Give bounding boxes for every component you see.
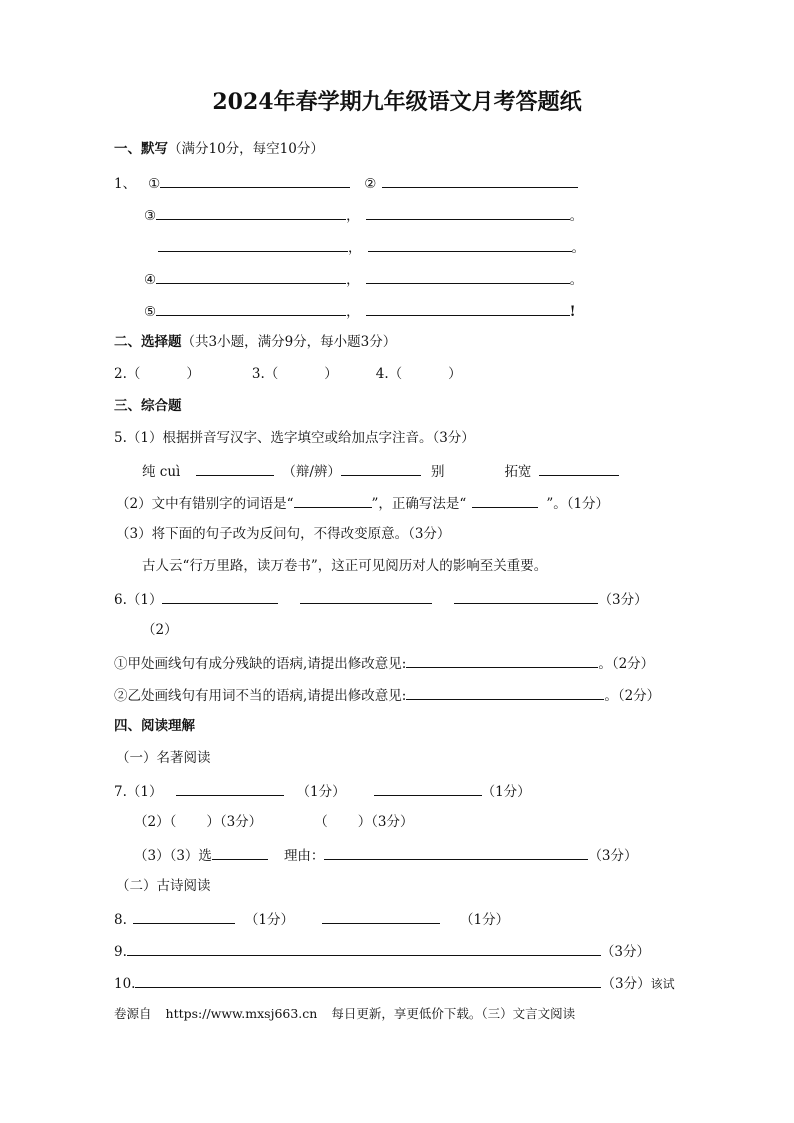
- section-4-title: 四、阅读理解: [114, 718, 195, 734]
- footer-suffix: 每日更新，享更低价下载。（三）文言文阅读: [331, 1006, 576, 1021]
- answer-blank[interactable]: [156, 269, 346, 284]
- q7-2-open: （: [314, 814, 328, 830]
- q4-close: ）: [448, 366, 462, 382]
- section-3-title: 三、综合题: [114, 398, 182, 414]
- q9-row: [114, 941, 650, 961]
- answer-blank[interactable]: [196, 461, 274, 476]
- answer-blank[interactable]: [366, 269, 570, 284]
- q7-2-score-a: ）（3分）: [206, 814, 263, 830]
- q5-2-mid: ”，正确写法是“: [371, 496, 467, 512]
- mark-5: ⑤: [144, 304, 157, 320]
- pinyin-prompt: 纯 cuì: [142, 464, 181, 480]
- answer-blank[interactable]: [324, 845, 588, 860]
- answer-blank[interactable]: [454, 589, 598, 604]
- subsection-1-title: （一）名著阅读: [116, 750, 211, 766]
- answer-blank[interactable]: [406, 653, 598, 668]
- period: 。: [571, 240, 585, 256]
- answer-blank[interactable]: [368, 237, 572, 252]
- q6-yi-score: 。（2分）: [604, 688, 661, 704]
- reason-label: 理由：: [283, 848, 325, 864]
- mark-2: ②: [364, 176, 377, 192]
- q2-close: ）: [186, 366, 200, 382]
- comma: ，: [346, 208, 360, 224]
- section-2-title: 二、选择题: [114, 334, 182, 350]
- q2-label: 2.（: [114, 366, 141, 382]
- q6-2-label: （2）: [142, 622, 178, 638]
- answer-blank[interactable]: [160, 173, 350, 188]
- answer-blank[interactable]: [406, 685, 604, 700]
- section-2-heading: [114, 333, 396, 351]
- mark-3: ③: [144, 208, 157, 224]
- q7-1-row: [114, 781, 531, 801]
- answer-blank[interactable]: [300, 589, 432, 604]
- q6-1-row: [114, 589, 648, 609]
- section-2-note: （共3小题，满分9分，每小题3分）: [181, 334, 397, 350]
- q7-2-score-b: ）（3分）: [357, 814, 414, 830]
- answer-blank[interactable]: [294, 493, 372, 508]
- section-1-note: （满分10分，每空10分）: [168, 141, 324, 157]
- q1-row-4: [144, 269, 583, 289]
- answer-blank[interactable]: [341, 461, 421, 476]
- q1-number: 1、: [114, 176, 137, 192]
- answer-blank[interactable]: [162, 589, 278, 604]
- answer-blank[interactable]: [127, 941, 601, 956]
- exclamation: !: [569, 304, 576, 320]
- q8-score-b: （1分）: [459, 912, 510, 928]
- q6-2-jia-row: [114, 653, 654, 673]
- q8-label: 8.: [114, 912, 127, 928]
- answer-blank[interactable]: [133, 909, 235, 924]
- period: 。: [569, 208, 584, 224]
- q9-label: 9.: [114, 944, 127, 960]
- comma: ，: [346, 304, 360, 320]
- page-title: 2024年春学期九年级语文月考答题纸: [212, 89, 582, 115]
- q5-2-prompt: （2）文中有错别字的词语是“: [116, 496, 294, 512]
- answer-blank[interactable]: [382, 173, 578, 188]
- q1-row-3: [144, 205, 583, 225]
- answer-blank[interactable]: [212, 845, 268, 860]
- answer-blank[interactable]: [539, 461, 619, 476]
- q6-2-yi-row: [114, 685, 660, 705]
- answer-blank[interactable]: [366, 205, 570, 220]
- q1-row-3b: [158, 237, 585, 257]
- q5-1-prompt: 5.（1）根据拼音写汉字、选字填空或给加点字注音。（3分）: [114, 430, 475, 446]
- q7-3-score: （3分）: [588, 848, 638, 864]
- answer-blank[interactable]: [156, 301, 346, 316]
- q6-1-score: （3分）: [598, 592, 648, 608]
- q7-2-row: [134, 813, 414, 831]
- period: 。: [569, 272, 584, 288]
- q6-1-label: 6.（1）: [114, 592, 163, 608]
- q3-close: ）: [324, 366, 338, 382]
- mark-1: ①: [148, 176, 161, 192]
- q7-1-score-a: （1分）: [296, 784, 346, 800]
- q5-1-row: [142, 461, 619, 481]
- answer-blank[interactable]: [374, 781, 482, 796]
- bie-text: 别: [430, 464, 445, 480]
- q6-yi-prompt: ②乙处画线句有用词不当的语病,请提出修改意见:: [114, 688, 407, 704]
- q5-3-prompt: （3）将下面的句子改为反问句，不得改变原意。（3分）: [116, 526, 451, 542]
- comma: ，: [346, 272, 360, 288]
- q2-4-row: [114, 365, 462, 383]
- q7-1-label: 7.（1）: [114, 784, 163, 800]
- tuokuan-text: 拓宽: [504, 464, 532, 480]
- section-1-title: 一、默写: [114, 141, 168, 157]
- q9-score: （3分）: [600, 944, 650, 960]
- q8-score-a: （1分）: [244, 912, 294, 928]
- q10-score: （3分）: [601, 976, 651, 992]
- mark-4: ④: [144, 272, 157, 288]
- q3-label: 3.（: [251, 366, 279, 382]
- footer-line: [114, 1005, 575, 1023]
- q5-2-end: ”。（1分）: [546, 496, 610, 512]
- subsection-2-title: （二）古诗阅读: [116, 878, 211, 894]
- q7-3-row: [134, 845, 638, 865]
- answer-blank[interactable]: [322, 909, 440, 924]
- q10-label: 10.: [114, 976, 136, 992]
- q5-3-sentence: 古人云“行万里路，读万卷书”，这正可见阅历对人的影响至关重要。: [142, 558, 548, 574]
- comma: ，: [348, 240, 362, 256]
- answer-blank[interactable]: [135, 973, 601, 988]
- choice-prompt: （辩/辨）: [282, 464, 341, 480]
- answer-blank[interactable]: [156, 205, 346, 220]
- q6-jia-score: 。（2分）: [598, 656, 655, 672]
- section-1-heading: [114, 140, 324, 158]
- answer-blank[interactable]: [176, 781, 284, 796]
- q7-3-label: （3）（3）选: [134, 848, 212, 864]
- q7-2-label: （2）（: [134, 814, 177, 830]
- tail-text: 该试: [650, 977, 675, 991]
- q1-row-5: [144, 301, 576, 321]
- q6-jia-prompt: ①甲处画线句有成分残缺的语病,请提出修改意见:: [114, 656, 407, 672]
- footer-link[interactable]: https://www.mxsj663.cn: [165, 1006, 318, 1021]
- q8-row: [114, 909, 509, 929]
- q5-2-row: [116, 493, 609, 513]
- q10-row: [114, 973, 675, 993]
- answer-blank[interactable]: [158, 237, 348, 252]
- footer-prefix: 卷源自: [114, 1006, 152, 1021]
- q4-label: 4.（: [375, 366, 403, 382]
- q1-row-1: [114, 173, 578, 193]
- answer-blank[interactable]: [472, 493, 538, 508]
- q7-1-score-b: （1分）: [481, 784, 531, 800]
- answer-blank[interactable]: [366, 301, 570, 316]
